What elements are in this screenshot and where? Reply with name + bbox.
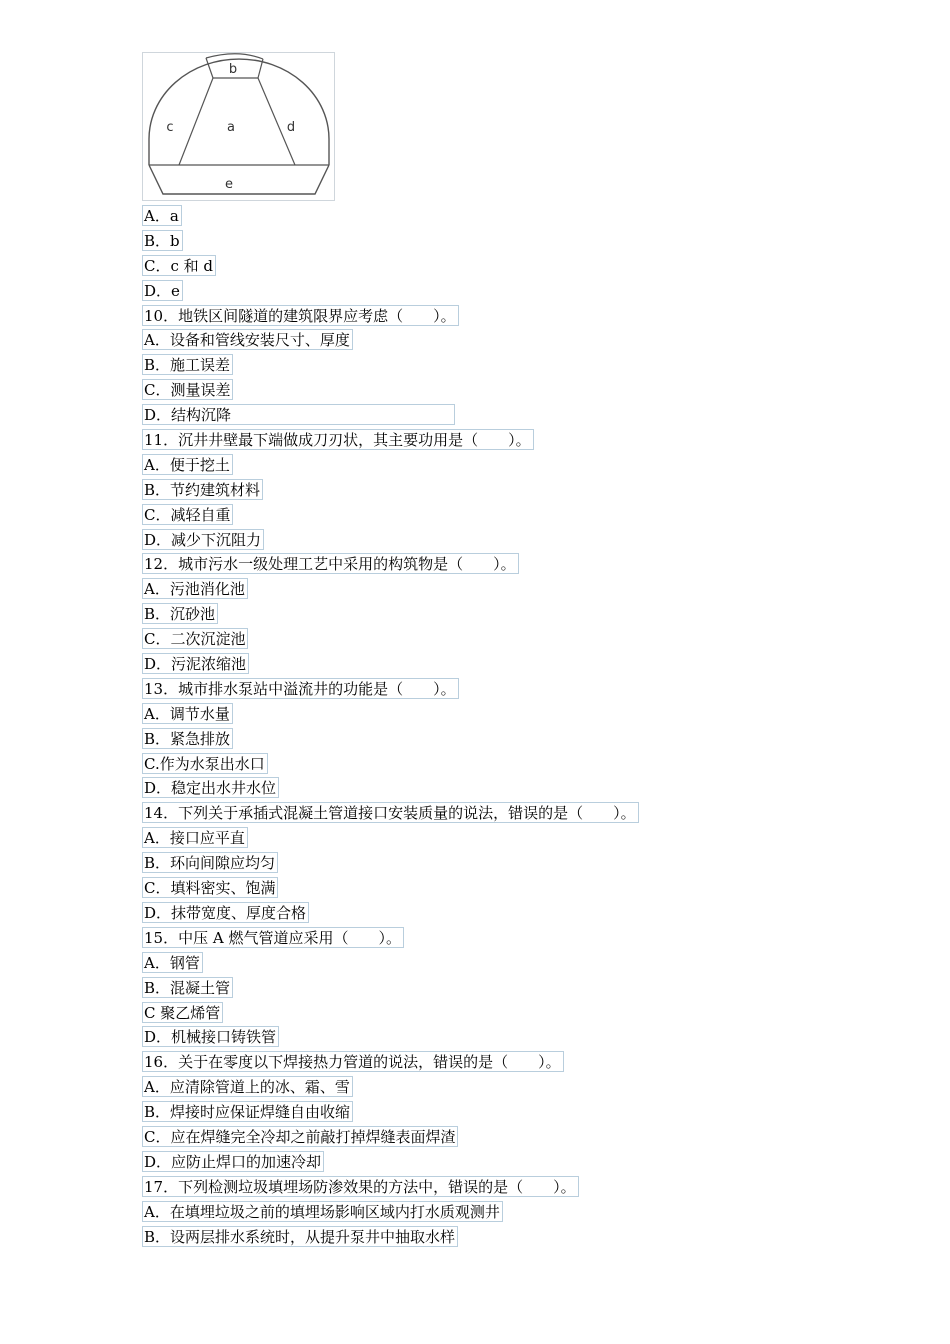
question-text: 16．关于在零度以下焊接热力管道的说法，错误的是（ ）。 [142,1051,564,1072]
option-text: D．抹带宽度、厚度合格 [142,902,309,923]
option-text: B．紧急排放 [142,728,233,749]
option-text: A．设备和管线安装尺寸、厚度 [142,329,353,350]
option-text: B．焊接时应保证焊缝自由收缩 [142,1101,353,1122]
option-text: C．c 和 d [142,255,216,276]
option-text: C.作为水泵出水口 [142,753,268,774]
tunnel-section-figure [142,52,335,201]
option-text: D．污泥浓缩池 [142,653,249,674]
option-text: D．稳定出水井水位 [142,777,279,798]
region-label-b: b [228,62,238,77]
option-text: D．结构沉降 [142,404,455,425]
option-text: B．混凝土管 [142,977,233,998]
option-text: C．填料密实、饱满 [142,877,278,898]
option-text: C．测量误差 [142,379,233,400]
option-text: A．在填埋垃圾之前的填埋场影响区域内打水质观测井 [142,1201,503,1222]
option-text: C．二次沉淀池 [142,628,248,649]
option-text: A．污池消化池 [142,578,248,599]
option-text: D．机械接口铸铁管 [142,1026,279,1047]
option-text: A．便于挖土 [142,454,233,475]
option-text: C 聚乙烯管 [142,1002,223,1023]
option-text: B．设两层排水系统时，从提升泵井中抽取水样 [142,1226,458,1247]
region-label-c: c [166,120,174,135]
option-text: B．施工误差 [142,354,233,375]
option-text: B．节约建筑材料 [142,479,263,500]
option-text: D．e [142,280,183,301]
option-text: C．减轻自重 [142,504,233,525]
question-text: 13．城市排水泵站中溢流井的功能是（ ）。 [142,678,459,699]
option-text: A．应清除管道上的冰、霜、雪 [142,1076,353,1097]
option-text: A．接口应平直 [142,827,248,848]
region-label-a: a [227,120,235,135]
option-text: B．b [142,230,183,251]
question-text: 15．中压 A 燃气管道应采用（ ）。 [142,927,404,948]
option-text: D．减少下沉阻力 [142,529,264,550]
option-text: A．a [142,205,182,226]
question-text: 12．城市污水一级处理工艺中采用的构筑物是（ ）。 [142,553,519,574]
option-text: A．钢管 [142,952,203,973]
option-text: B．沉砂池 [142,603,218,624]
question-text: 14．下列关于承插式混凝土管道接口安装质量的说法，错误的是（ ）。 [142,802,639,823]
region-label-d: d [286,120,296,135]
option-text: C．应在焊缝完全冷却之前敲打掉焊缝表面焊渣 [142,1126,458,1147]
question-text: 11．沉井井壁最下端做成刀刃状，其主要功用是（ ）。 [142,429,534,450]
option-text: D．应防止焊口的加速冷却 [142,1151,324,1172]
option-text: A．调节水量 [142,703,233,724]
tunnel-cross-section-diagram [143,53,334,200]
question-text: 17．下列检测垃圾填埋场防渗效果的方法中，错误的是（ ）。 [142,1176,579,1197]
question-text: 10．地铁区间隧道的建筑限界应考虑（ ）。 [142,305,459,326]
region-label-e: e [225,177,233,192]
option-text: B．环向间隙应均匀 [142,852,278,873]
